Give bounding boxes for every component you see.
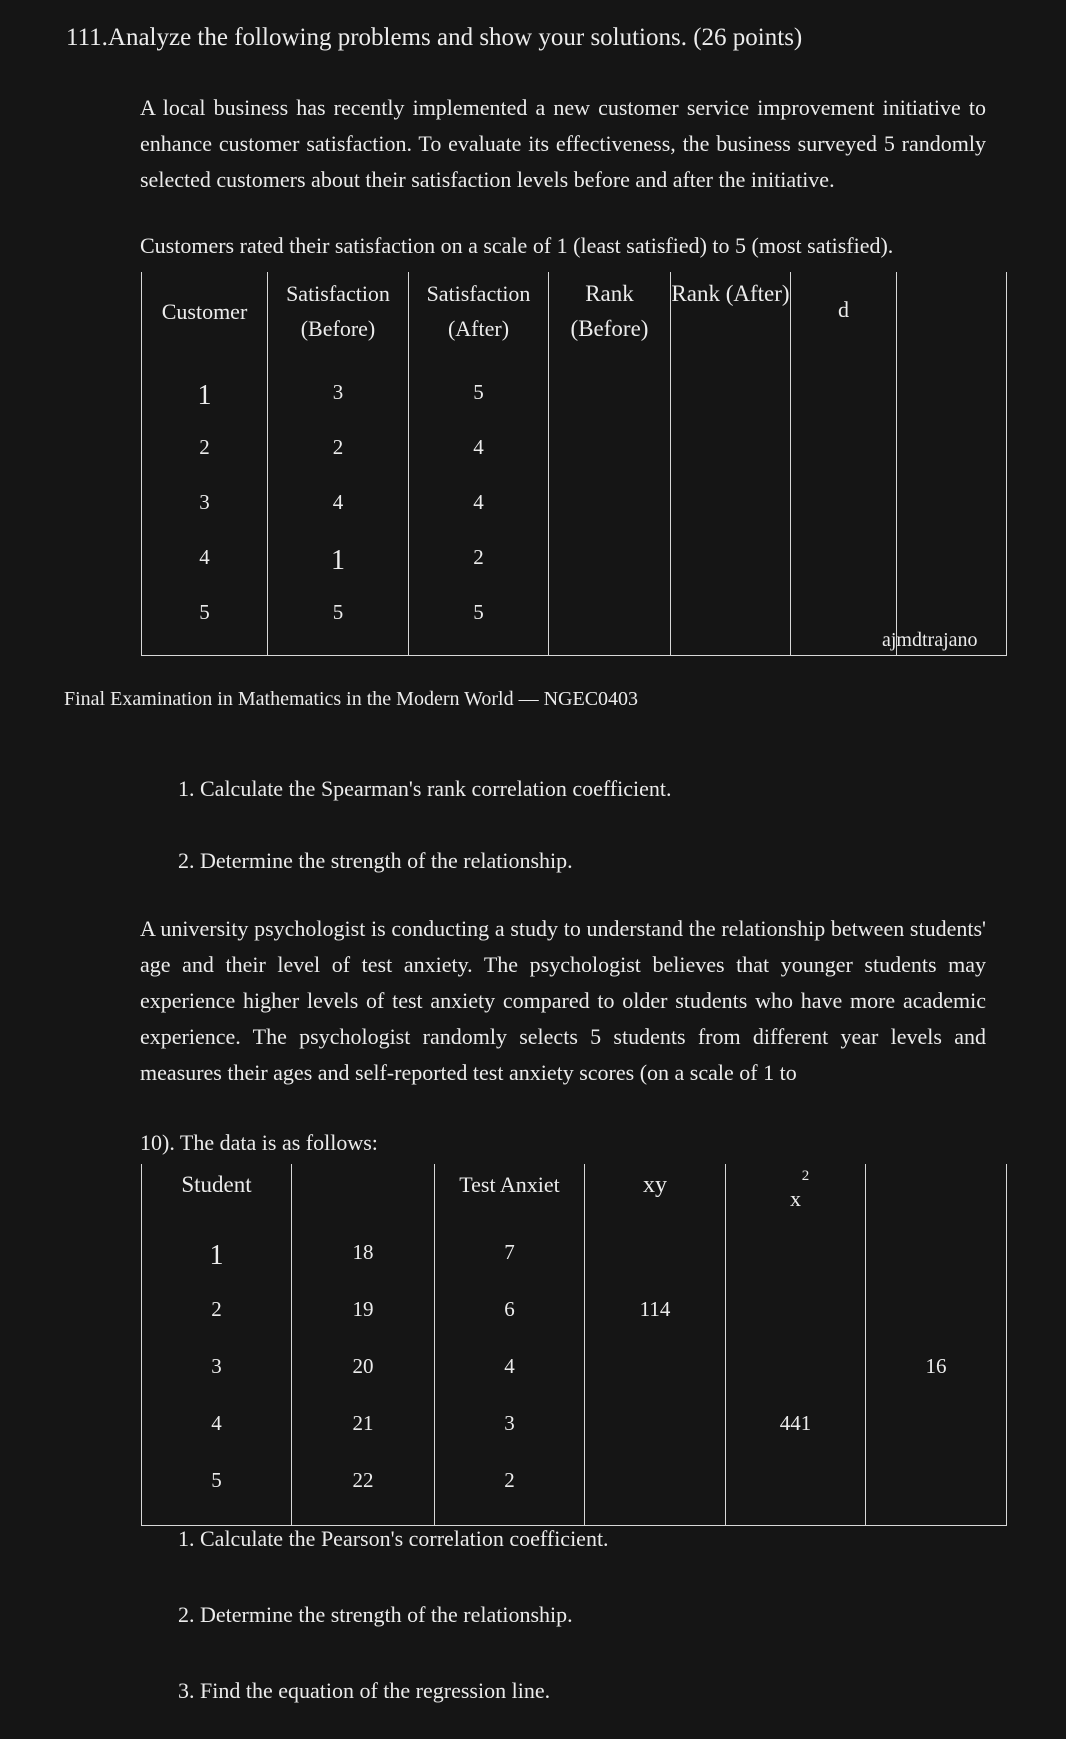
table-cell bbox=[585, 1240, 726, 1297]
table-cell: 5 bbox=[142, 600, 268, 656]
table-cell: 5 bbox=[142, 1468, 292, 1526]
table-cell: 18 bbox=[292, 1240, 435, 1297]
table-row bbox=[142, 1240, 1007, 1297]
table-cell bbox=[897, 490, 1007, 545]
table-cell: 114 bbox=[585, 1297, 726, 1354]
col-header-student: Student bbox=[142, 1164, 292, 1240]
col-header-satisfaction-after: Satisfaction (After) bbox=[409, 272, 549, 380]
table-row bbox=[142, 435, 1007, 490]
table-cell bbox=[549, 600, 671, 656]
table-cell: 19 bbox=[292, 1297, 435, 1354]
exam-footer: Final Examination in Mathematics in the Modern World — NGEC0403 bbox=[64, 688, 639, 710]
col-header-age bbox=[292, 1164, 435, 1240]
problem2-question-1: 1. Calculate the Pearson's correlation coefficient. bbox=[178, 1526, 609, 1551]
table-row bbox=[142, 1468, 1007, 1526]
table-cell bbox=[791, 545, 897, 600]
table-cell bbox=[671, 545, 791, 600]
satisfaction-table bbox=[141, 272, 1007, 656]
table-cell bbox=[549, 380, 671, 435]
table-cell: 1 bbox=[142, 380, 268, 435]
table-cell: 5 bbox=[409, 600, 549, 656]
table-cell: 2 bbox=[409, 545, 549, 600]
author-credit: ajmdtrajano bbox=[882, 629, 978, 651]
problem1-question-1: 1. Calculate the Spearman's rank correlation coefficient. bbox=[178, 776, 672, 801]
table-cell bbox=[897, 545, 1007, 600]
table-cell bbox=[791, 435, 897, 490]
table-cell: 441 bbox=[726, 1411, 866, 1468]
table-cell: 7 bbox=[435, 1240, 585, 1297]
table-cell bbox=[791, 380, 897, 435]
table-cell bbox=[671, 600, 791, 656]
table-cell: 5 bbox=[409, 380, 549, 435]
table-row bbox=[142, 1354, 1007, 1411]
exam-heading: 111.Analyze the following problems and show your solutions. (26 points) bbox=[66, 24, 803, 51]
table-cell bbox=[585, 1354, 726, 1411]
table-cell: 16 bbox=[866, 1354, 1007, 1411]
table-cell: 4 bbox=[409, 435, 549, 490]
table-cell bbox=[671, 490, 791, 545]
table-cell bbox=[549, 490, 671, 545]
table-cell: 4 bbox=[142, 545, 268, 600]
table-row bbox=[142, 380, 1007, 435]
table-cell: 20 bbox=[292, 1354, 435, 1411]
table-cell bbox=[791, 490, 897, 545]
table-cell bbox=[671, 380, 791, 435]
superscript-2: 2 bbox=[801, 1168, 810, 1184]
problem2-question-2: 2. Determine the strength of the relationship. bbox=[178, 1602, 573, 1627]
col-header-satisfaction-before: Satisfaction (Before) bbox=[268, 272, 409, 380]
table-cell bbox=[897, 380, 1007, 435]
table-cell: 1 bbox=[268, 545, 409, 600]
col-header-x-squared bbox=[726, 1164, 866, 1240]
table-cell: 22 bbox=[292, 1468, 435, 1526]
col-header-blank bbox=[897, 272, 1007, 380]
col-header-test-anxiety: Test Anxiet bbox=[435, 1164, 585, 1240]
table-cell: 2 bbox=[435, 1468, 585, 1526]
table-cell bbox=[726, 1297, 866, 1354]
table-cell bbox=[791, 600, 897, 656]
table-cell: 4 bbox=[268, 490, 409, 545]
col-header-rank-before: Rank (Before) bbox=[549, 272, 671, 380]
table-cell: 3 bbox=[268, 380, 409, 435]
problem2-question-3: 3. Find the equation of the regression line. bbox=[178, 1678, 551, 1703]
table-cell bbox=[866, 1411, 1007, 1468]
table-cell: 1 bbox=[142, 1240, 292, 1297]
table-cell bbox=[726, 1240, 866, 1297]
table-cell bbox=[671, 435, 791, 490]
col-header-rank-after: Rank (After) bbox=[671, 272, 791, 380]
x-label: x bbox=[790, 1186, 801, 1211]
table-row bbox=[142, 1297, 1007, 1354]
col-header-blank bbox=[866, 1164, 1007, 1240]
table-cell: 4 bbox=[409, 490, 549, 545]
table-cell: 21 bbox=[292, 1411, 435, 1468]
table-cell: 2 bbox=[268, 435, 409, 490]
problem1-scale-note: Customers rated their satisfaction on a scale of 1 (least satisfied) to 5 (most satisfied). bbox=[140, 233, 894, 258]
col-header-xy: xy bbox=[585, 1164, 726, 1240]
table-cell: 5 bbox=[268, 600, 409, 656]
table-cell bbox=[866, 1240, 1007, 1297]
table-header-row bbox=[142, 1164, 1007, 1240]
table-cell bbox=[726, 1468, 866, 1526]
table-cell: 3 bbox=[435, 1411, 585, 1468]
table-cell bbox=[585, 1411, 726, 1468]
problem2-paragraph: A university psychologist is conducting a study to understand the relationship between students' age and their level of test anxiety. The psychologist believes that younger students may experience higher levels of test anxiety compared to older students who have more academic experience. The psychologist randomly selects 5 students from different year levels and measures their ages and self-reported test anxiety scores (on a scale of 1 to bbox=[140, 916, 986, 1085]
table-row bbox=[142, 545, 1007, 600]
table-cell: 3 bbox=[142, 1354, 292, 1411]
table-row bbox=[142, 490, 1007, 545]
table-cell bbox=[866, 1468, 1007, 1526]
table-cell bbox=[897, 435, 1007, 490]
table-cell: 3 bbox=[142, 490, 268, 545]
col-header-customer: Customer bbox=[142, 272, 268, 380]
table-header-row bbox=[142, 272, 1007, 380]
table-cell: 2 bbox=[142, 1297, 292, 1354]
problem1-question-2: 2. Determine the strength of the relationship. bbox=[178, 848, 573, 873]
table-row bbox=[142, 1411, 1007, 1468]
table-cell: 4 bbox=[142, 1411, 292, 1468]
table-cell bbox=[549, 545, 671, 600]
table-cell: 4 bbox=[435, 1354, 585, 1411]
table-row bbox=[142, 600, 1007, 656]
table-cell bbox=[585, 1468, 726, 1526]
problem1-paragraph: A local business has recently implemented a new customer service improvement initiative to enhance customer satisfaction. To evaluate its effectiveness, the business surveyed 5 randomly selected customers about their satisfaction levels before and after the initiative. bbox=[140, 95, 986, 192]
col-header-d: d bbox=[791, 272, 897, 380]
table-cell bbox=[866, 1297, 1007, 1354]
table-cell: 2 bbox=[142, 435, 268, 490]
table-cell bbox=[549, 435, 671, 490]
problem2-continuation: 10). The data is as follows: bbox=[140, 1130, 378, 1155]
table-cell: 6 bbox=[435, 1297, 585, 1354]
table-cell bbox=[726, 1354, 866, 1411]
age-anxiety-table bbox=[141, 1164, 1007, 1526]
